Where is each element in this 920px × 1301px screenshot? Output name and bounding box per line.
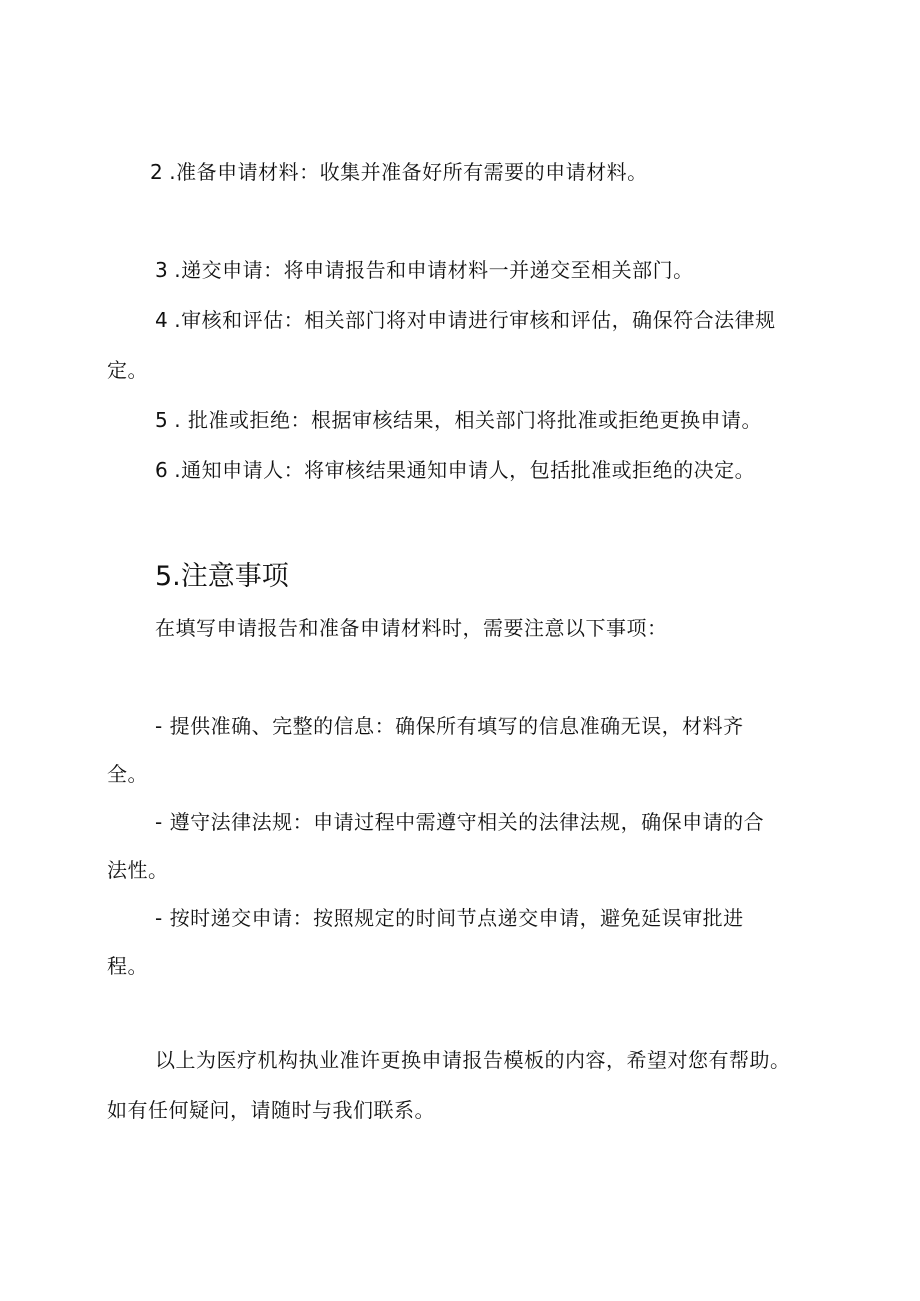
step-text: .准备申请材料：收集并准备好所有需要的申请材料。 — [169, 160, 648, 184]
bullet-continuation: 法性。 — [107, 858, 169, 882]
section-intro: 在填写申请报告和准备申请材料时，需要注意以下事项： — [155, 616, 668, 640]
closing-continuation: 如有任何疑问，请随时与我们联系。 — [107, 1098, 435, 1122]
bullet-item: - 遵守法律法规：申请过程中需遵守相关的法律法规，确保申请的合 — [155, 810, 765, 834]
bullet-continuation: 全。 — [107, 762, 148, 786]
step-6-line — [155, 456, 755, 484]
bullet-item: - 按时递交申请：按照规定的时间节点递交申请，避免延误审批进 — [155, 906, 744, 930]
section-heading: 5.注意事项 — [155, 561, 289, 592]
step-text: .通知申请人：将审核结果通知申请人，包括批准或拒绝的决定。 — [174, 458, 756, 482]
step-text: . 批准或拒绝：根据审核结果，相关部门将批准或拒绝更换申请。 — [174, 408, 762, 432]
step-number: 2 — [150, 160, 164, 184]
step-2-line — [150, 158, 648, 186]
step-text: .递交申请：将申请报告和申请材料一并递交至相关部门。 — [174, 258, 694, 282]
step-4-continuation: 定。 — [107, 358, 148, 382]
step-text: .审核和评估：相关部门将对申请进行审核和评估，确保符合法律规 — [174, 308, 776, 332]
step-number: 4 — [155, 308, 169, 332]
step-number: 6 — [155, 458, 169, 482]
bullet-continuation: 程。 — [107, 954, 148, 978]
step-3-line — [155, 256, 694, 284]
step-4-line — [155, 306, 776, 334]
bullet-item: - 提供准确、完整的信息：确保所有填写的信息准确无误，材料齐 — [155, 714, 744, 738]
closing-paragraph: 以上为医疗机构执业准许更换申请报告模板的内容，希望对您有帮助。 — [155, 1048, 791, 1072]
step-5-line — [155, 406, 762, 434]
step-number: 5 — [155, 408, 169, 432]
step-number: 3 — [155, 258, 169, 282]
